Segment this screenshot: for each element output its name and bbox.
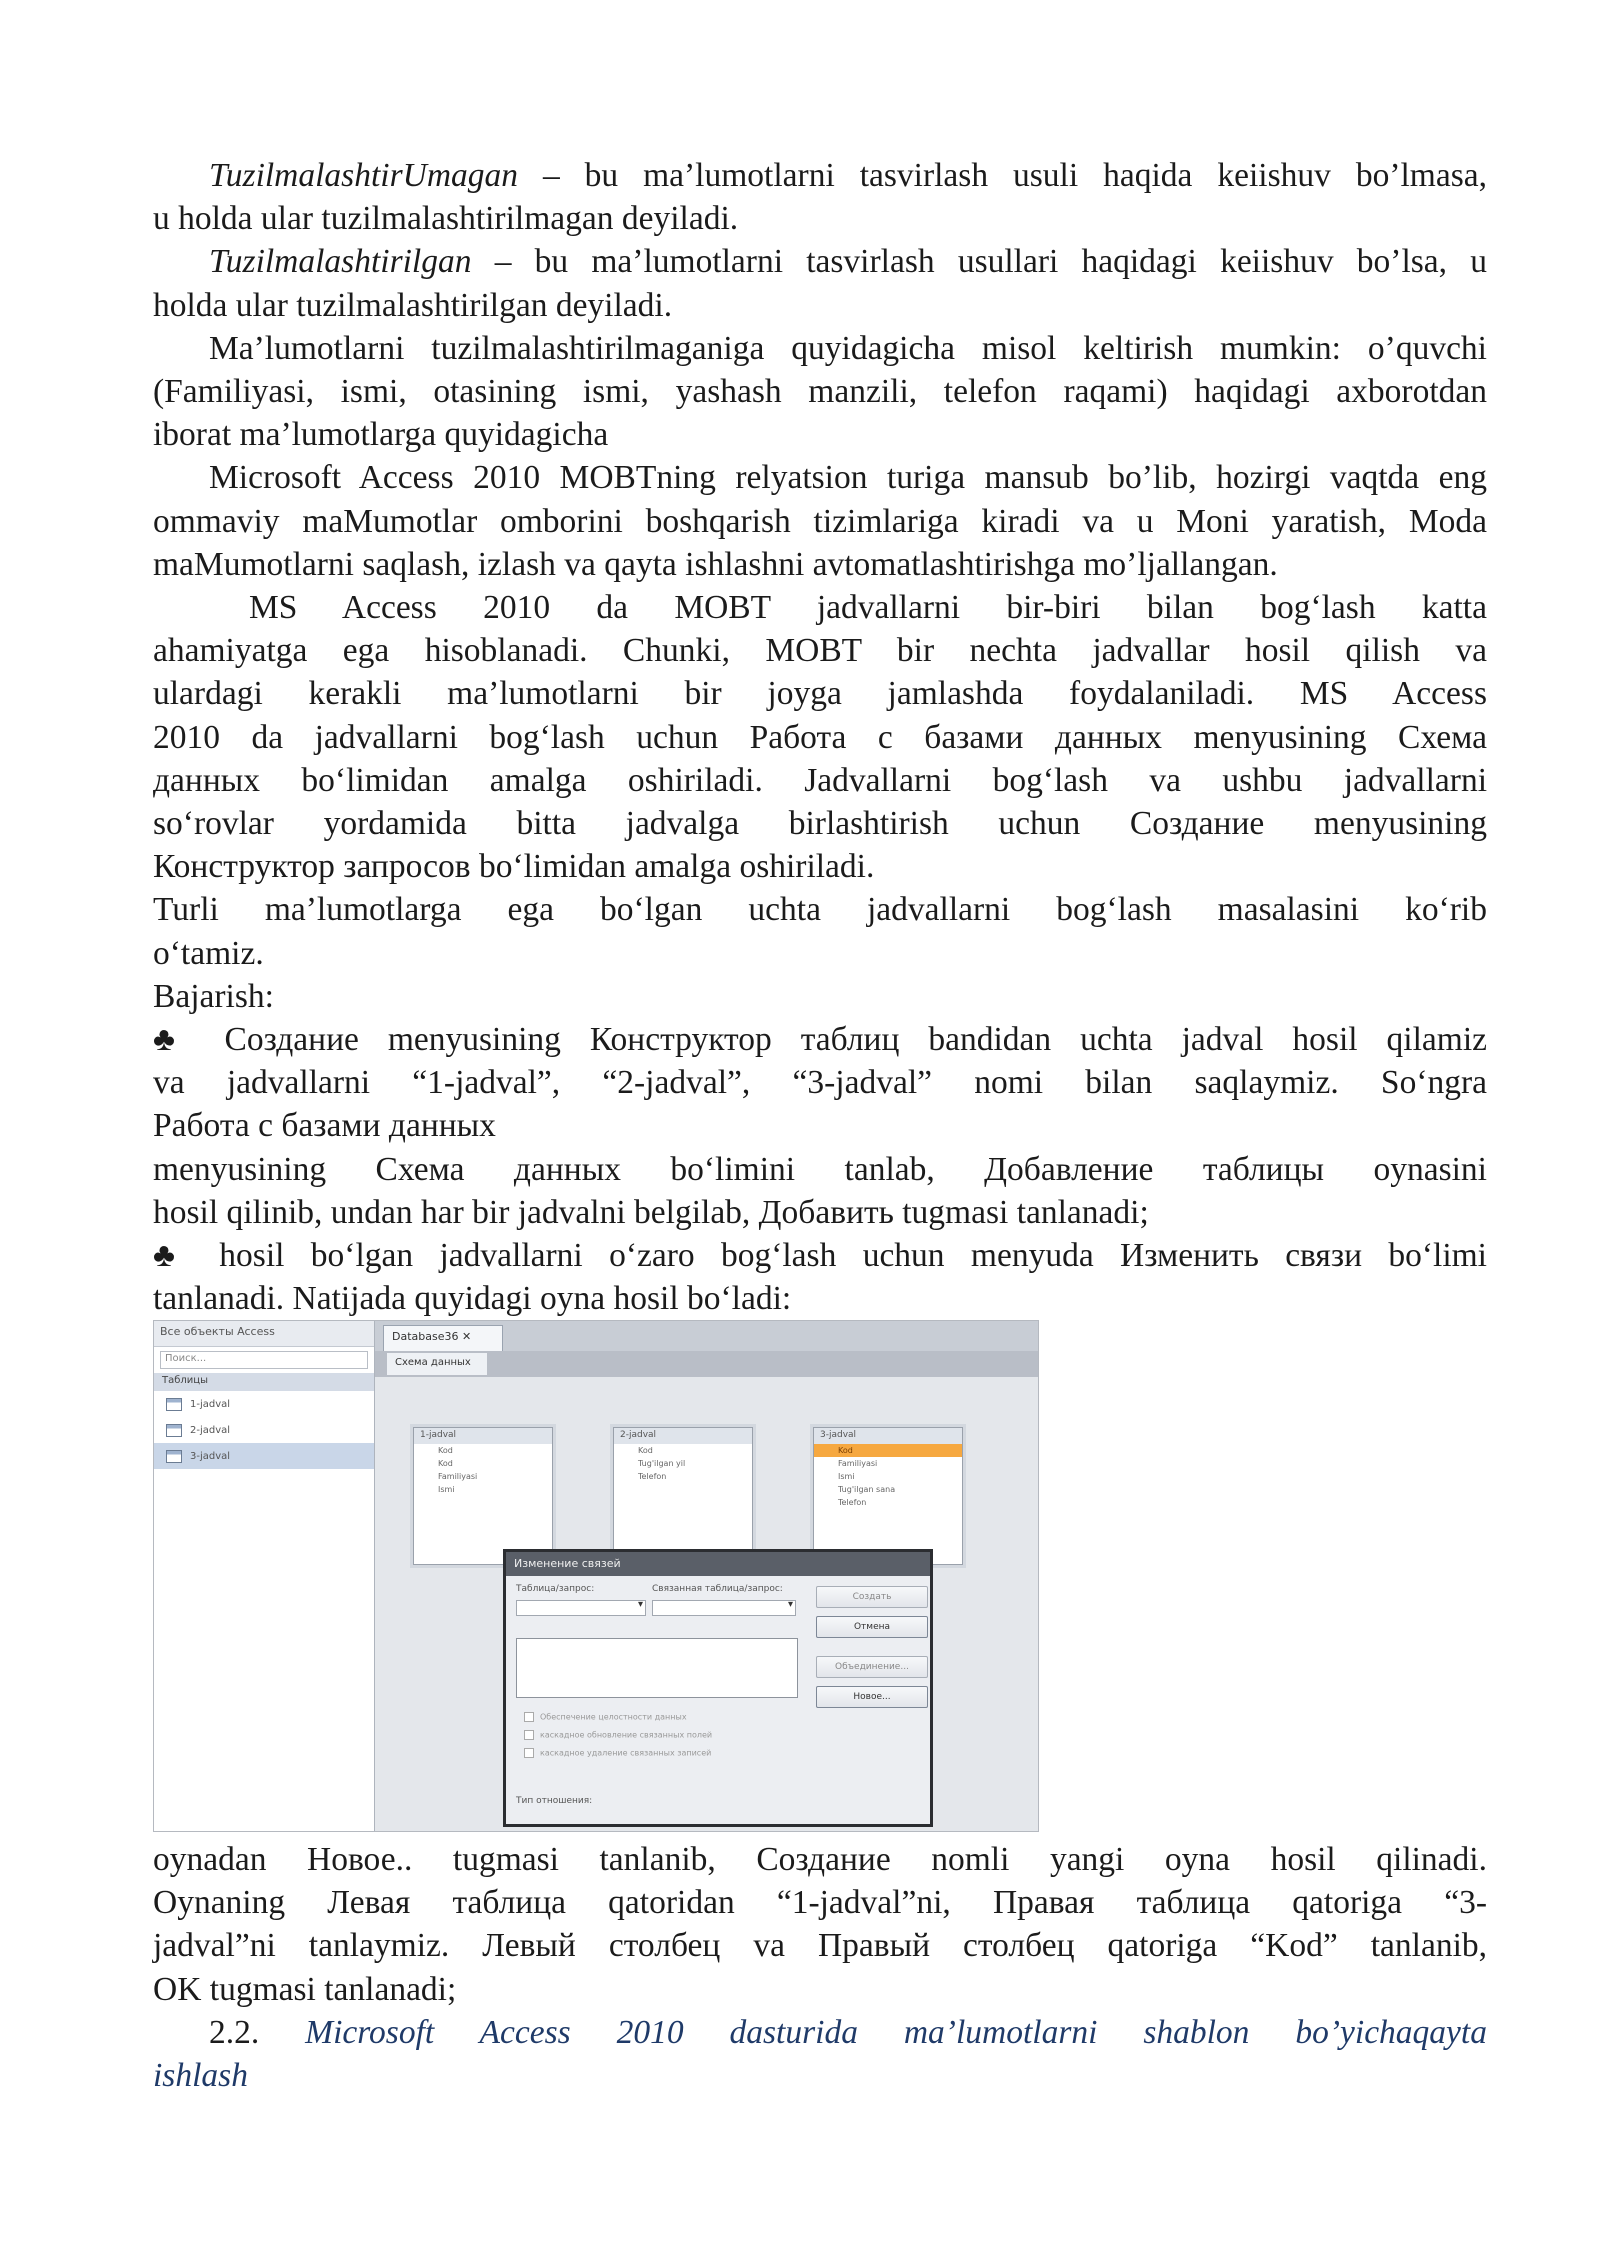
dialog-title: Изменение связей	[506, 1552, 930, 1576]
para-10-line-2: Oynaning Левая таблица qatoridan “1-jadval”ni, Правая таблица qatoriga “3-	[153, 1884, 1487, 1922]
edit-relationships-dialog	[503, 1549, 933, 1827]
table-icon	[166, 1424, 182, 1437]
para-7-line-1: Bajarish:	[153, 977, 274, 1015]
para-4-line-1: Microsoft Access 2010 MOBTning relyatsion turiga mansub bo’lib, hozirgi vaqtda eng	[209, 459, 1487, 497]
section-title: Microsoft Access 2010 dasturida ma’lumotlarni shablon bo’yichaqayta	[305, 2013, 1487, 2051]
nav-search-input[interactable]: Поиск...	[160, 1351, 368, 1369]
para-4-line-3: maMumotlarni saqlash, izlash va qayta ishlashni avtomatlashtirishga mo’ljallangan.	[153, 545, 1278, 583]
nav-table-item[interactable]: 3-jadval	[154, 1443, 374, 1469]
para-10-line-1: oynadan Новое.. tugmasi tanlanib, Создание nomli yangi oyna hosil qilinadi.	[153, 1841, 1487, 1878]
para-9-line-2: tanlanadi. Natijada quyidagi oyna hosil bo‘ladi:	[153, 1280, 792, 1318]
relationship-type-label: Тип отношения:	[516, 1796, 593, 1806]
nav-group-tables[interactable]: Таблицы	[154, 1373, 374, 1391]
cascade-delete-checkbox[interactable]: каскадное удаление связанных записей	[524, 1748, 711, 1758]
para-3-line-3: iborat ma’lumotlarga quyidagicha	[153, 416, 609, 454]
para-3-line-1: Ma’lumotlarni tuzilmalashtirilmaganiga quyidagicha misol keltirish mumkin: o’quvchi	[209, 329, 1487, 367]
nav-pane-title[interactable]: Все объекты Access	[154, 1321, 374, 1347]
table-icon	[166, 1398, 182, 1411]
table-icon	[166, 1450, 182, 1463]
para-2-line-1: Tuzilmalashtirilgan – bu ma’lumotlarni tasvirlash usullari haqidagi keiishuv bo’lsa, u	[209, 243, 1487, 281]
para-5-line-6: so‘rovlar yordamida bitta jadvalga birlashtirish uchun Создание menyusining	[153, 805, 1487, 843]
enforce-integrity-checkbox[interactable]: Обеспечение целостности данных	[524, 1712, 687, 1722]
left-table-label: Таблица/запрос:	[516, 1584, 595, 1594]
access-relationships-screenshot	[153, 1320, 1039, 1832]
para-10-line-4: OK tugmasi tanlanadi;	[153, 1970, 457, 2008]
para-5-line-1: MS Access 2010 da MOBT jadvallarni bir-biri bilan bog‘lash katta	[249, 589, 1487, 627]
cancel-button[interactable]: Отмена	[816, 1616, 928, 1638]
navigation-pane	[154, 1321, 375, 1831]
para-2-line-2: holda ular tuzilmalashtirilgan deyiladi.	[153, 286, 673, 324]
field-match-grid[interactable]	[516, 1638, 798, 1698]
para-5-line-4: 2010 da jadvallarni bog‘lash uchun Работа с базами данных menyusining Схема	[153, 718, 1487, 756]
para-5-line-2: ahamiyatga ega hisoblanadi. Chunki, MOBT bir nechta jadvallar hosil qilish va	[153, 632, 1487, 670]
field-list-2[interactable]: 2-jadval Kod Tug'ilgan yil Telefon	[613, 1427, 753, 1565]
section-heading-line-2: ishlash	[153, 2057, 248, 2095]
body-text	[153, 154, 1487, 1320]
para-3-line-2: (Familiyasi, ismi, otasining ismi, yashash manzili, telefon raqami) haqidagi axborotdan	[153, 373, 1487, 411]
right-table-select[interactable]	[652, 1600, 796, 1616]
para-6-line-1: Turli ma’lumotlarga ega bo‘lgan uchta jadvallarni bog‘lash masalasini ko‘rib	[153, 891, 1487, 929]
right-table-label: Связанная таблица/запрос:	[652, 1584, 783, 1594]
section-heading	[153, 2011, 1487, 2054]
para-5-line-7: Конструктор запросов bo‘limidan amalga oshiriladi.	[153, 848, 875, 886]
para-6-line-2: o‘tamiz.	[153, 934, 264, 972]
section-number: 2.2.	[209, 2013, 306, 2051]
para-1-line-2: u holda ular tuzilmalashtirilmagan deyiladi.	[153, 200, 739, 238]
body-text-continued	[153, 1838, 1487, 2097]
document-tab-bar	[375, 1321, 1038, 1351]
create-button[interactable]: Создать	[816, 1586, 928, 1608]
left-table-select[interactable]	[516, 1600, 646, 1616]
para-8-line-4: menyusining Схема данных bo‘limini tanlab, Добавление таблицы oynasini	[153, 1150, 1487, 1188]
object-tab-bar	[375, 1351, 1038, 1377]
new-button[interactable]: Новое...	[816, 1686, 928, 1708]
para-8-line-3: Работа с базами данных	[153, 1107, 496, 1145]
field-list-3[interactable]: 3-jadval Kod Familiyasi Ismi Tug'ilgan sana Telefon	[813, 1427, 963, 1565]
para-5-line-3: ulardagi kerakli ma’lumotlarni bir joyga jamlashda foydalaniladi. MS Access	[153, 675, 1487, 713]
field-list-1[interactable]: 1-jadval Kod Kod Familiyasi Ismi	[413, 1427, 553, 1565]
para-10-line-3: jadval”ni tanlaymiz. Левый столбец va Правый столбец qatoriga “Kod” tanlanib,	[153, 1927, 1487, 1965]
nav-table-item[interactable]: 1-jadval	[154, 1391, 374, 1417]
para-5-line-5: данных bo‘limidan amalga oshiriladi. Jadvallarni bog‘lash va ushbu jadvallarni	[153, 761, 1487, 799]
para-4-line-2: ommaviy maMumotlar omborini boshqarish tizimlariga kiradi va u Moni yaratish, Moda	[153, 502, 1487, 540]
join-type-button[interactable]: Объединение...	[816, 1656, 928, 1678]
para-1-line-1: TuzilmalashtirUmagan – bu ma’lumotlarni tasvirlash usuli haqida keiishuv bo’lmasa,	[209, 157, 1487, 194]
relationships-tab[interactable]: Схема данных	[387, 1353, 487, 1375]
term-structured: Tuzilmalashtirilgan	[209, 243, 472, 281]
para-8-line-2: va jadvallarni “1-jadval”, “2-jadval”, “3-jadval” nomi bilan saqlaymiz. So‘ngra	[153, 1064, 1487, 1102]
document-tab[interactable]: Database36 ✕	[383, 1325, 503, 1351]
para-9-line-1: ♣ hosil bo‘lgan jadvallarni o‘zaro bog‘lash uchun menyuda Изменить связи bo‘limi	[153, 1237, 1487, 1275]
term-unstructured: TuzilmalashtirUmagan	[209, 157, 519, 194]
close-icon[interactable]: ✕	[461, 1330, 472, 1343]
para-8-line-1: ♣ Создание menyusining Конструктор таблиц bandidan uchta jadval hosil qilamiz	[153, 1021, 1487, 1059]
cascade-update-checkbox[interactable]: каскадное обновление связанных полей	[524, 1730, 712, 1740]
para-8-line-5: hosil qilinib, undan har bir jadvalni belgilab, Добавить tugmasi tanlanadi;	[153, 1193, 1149, 1231]
nav-table-item[interactable]: 2-jadval	[154, 1417, 374, 1443]
